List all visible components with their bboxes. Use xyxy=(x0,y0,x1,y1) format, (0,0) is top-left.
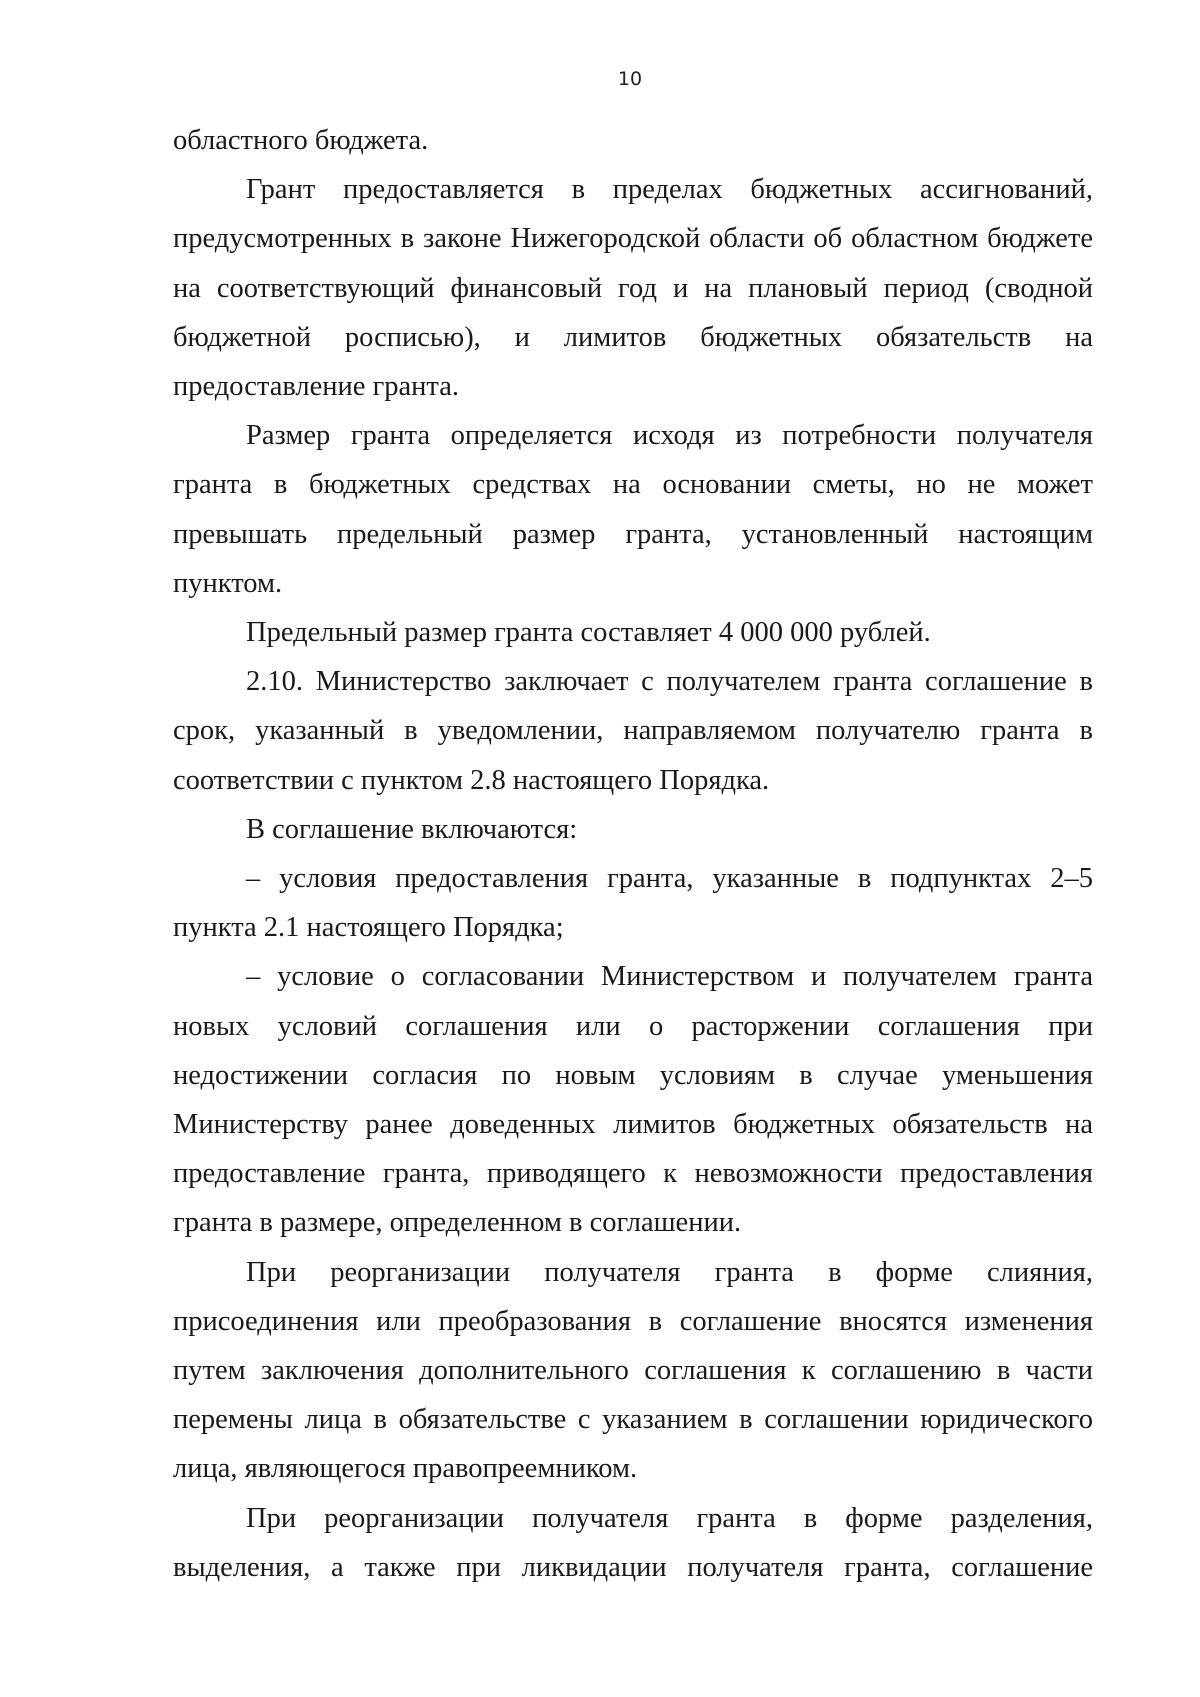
paragraph-continuation: областного бюджета. xyxy=(173,125,429,156)
list-item-conditions: – условия предоставления гранта, указанные в подпунктах 2–5 пункта 2.1 настоящего Порядка; xyxy=(173,863,1093,944)
list-item-approval-condition: – условие о согласовании Министерством и получателем гранта новых условий соглашения или о расторжении соглашения при недостижении согласия по новым условиям в случае уменьшения Министерству ранее доведенных лимитов бюджетных обязательств на предоставление гранта, приводящего к невозможности предоставления гранта в размере, определенном в соглашении. xyxy=(173,961,1093,1239)
paragraph-reorganization-merger: При реорганизации получателя гранта в форме слияния, присоединения или преобразования в соглашение вносятся изменения путем заключения дополнительного соглашения к соглашению в части перемены лица в обязательстве с указанием в соглашении юридического лица, являющегося правопреемником. xyxy=(173,1256,1093,1485)
document-body xyxy=(173,116,1093,1592)
paragraph-grant-budget: Грант предоставляется в пределах бюджетных ассигнований, предусмотренных в законе Нижегородской области об областном бюджете на соответствующий финансовый год и на плановый период (сводной бюджетной росписью), и лимитов бюджетных обязательств на предоставление гранта. xyxy=(173,174,1093,403)
paragraph-grant-size: Размер гранта определяется исходя из потребности получателя гранта в бюджетных средствах на основании сметы, но не может превышать предельный размер гранта, установленный настоящим пунктом. xyxy=(173,420,1093,599)
page-number: 10 xyxy=(617,68,643,90)
paragraph-agreement-includes: В соглашение включаются: xyxy=(246,813,578,845)
paragraph-2-10: 2.10. Министерство заключает с получателем гранта соглашение в срок, указанный в уведомлении, направляемом получателю гранта в соответствии с пунктом 2.8 настоящего Порядка. xyxy=(173,666,1093,796)
paragraph-reorganization-division: При реорганизации получателя гранта в форме разделения, выделения, а также при ликвидации получателя гранта, соглашение xyxy=(173,1502,1093,1583)
paragraph-grant-limit: Предельный размер гранта составляет 4 000 000 рублей. xyxy=(246,617,931,649)
